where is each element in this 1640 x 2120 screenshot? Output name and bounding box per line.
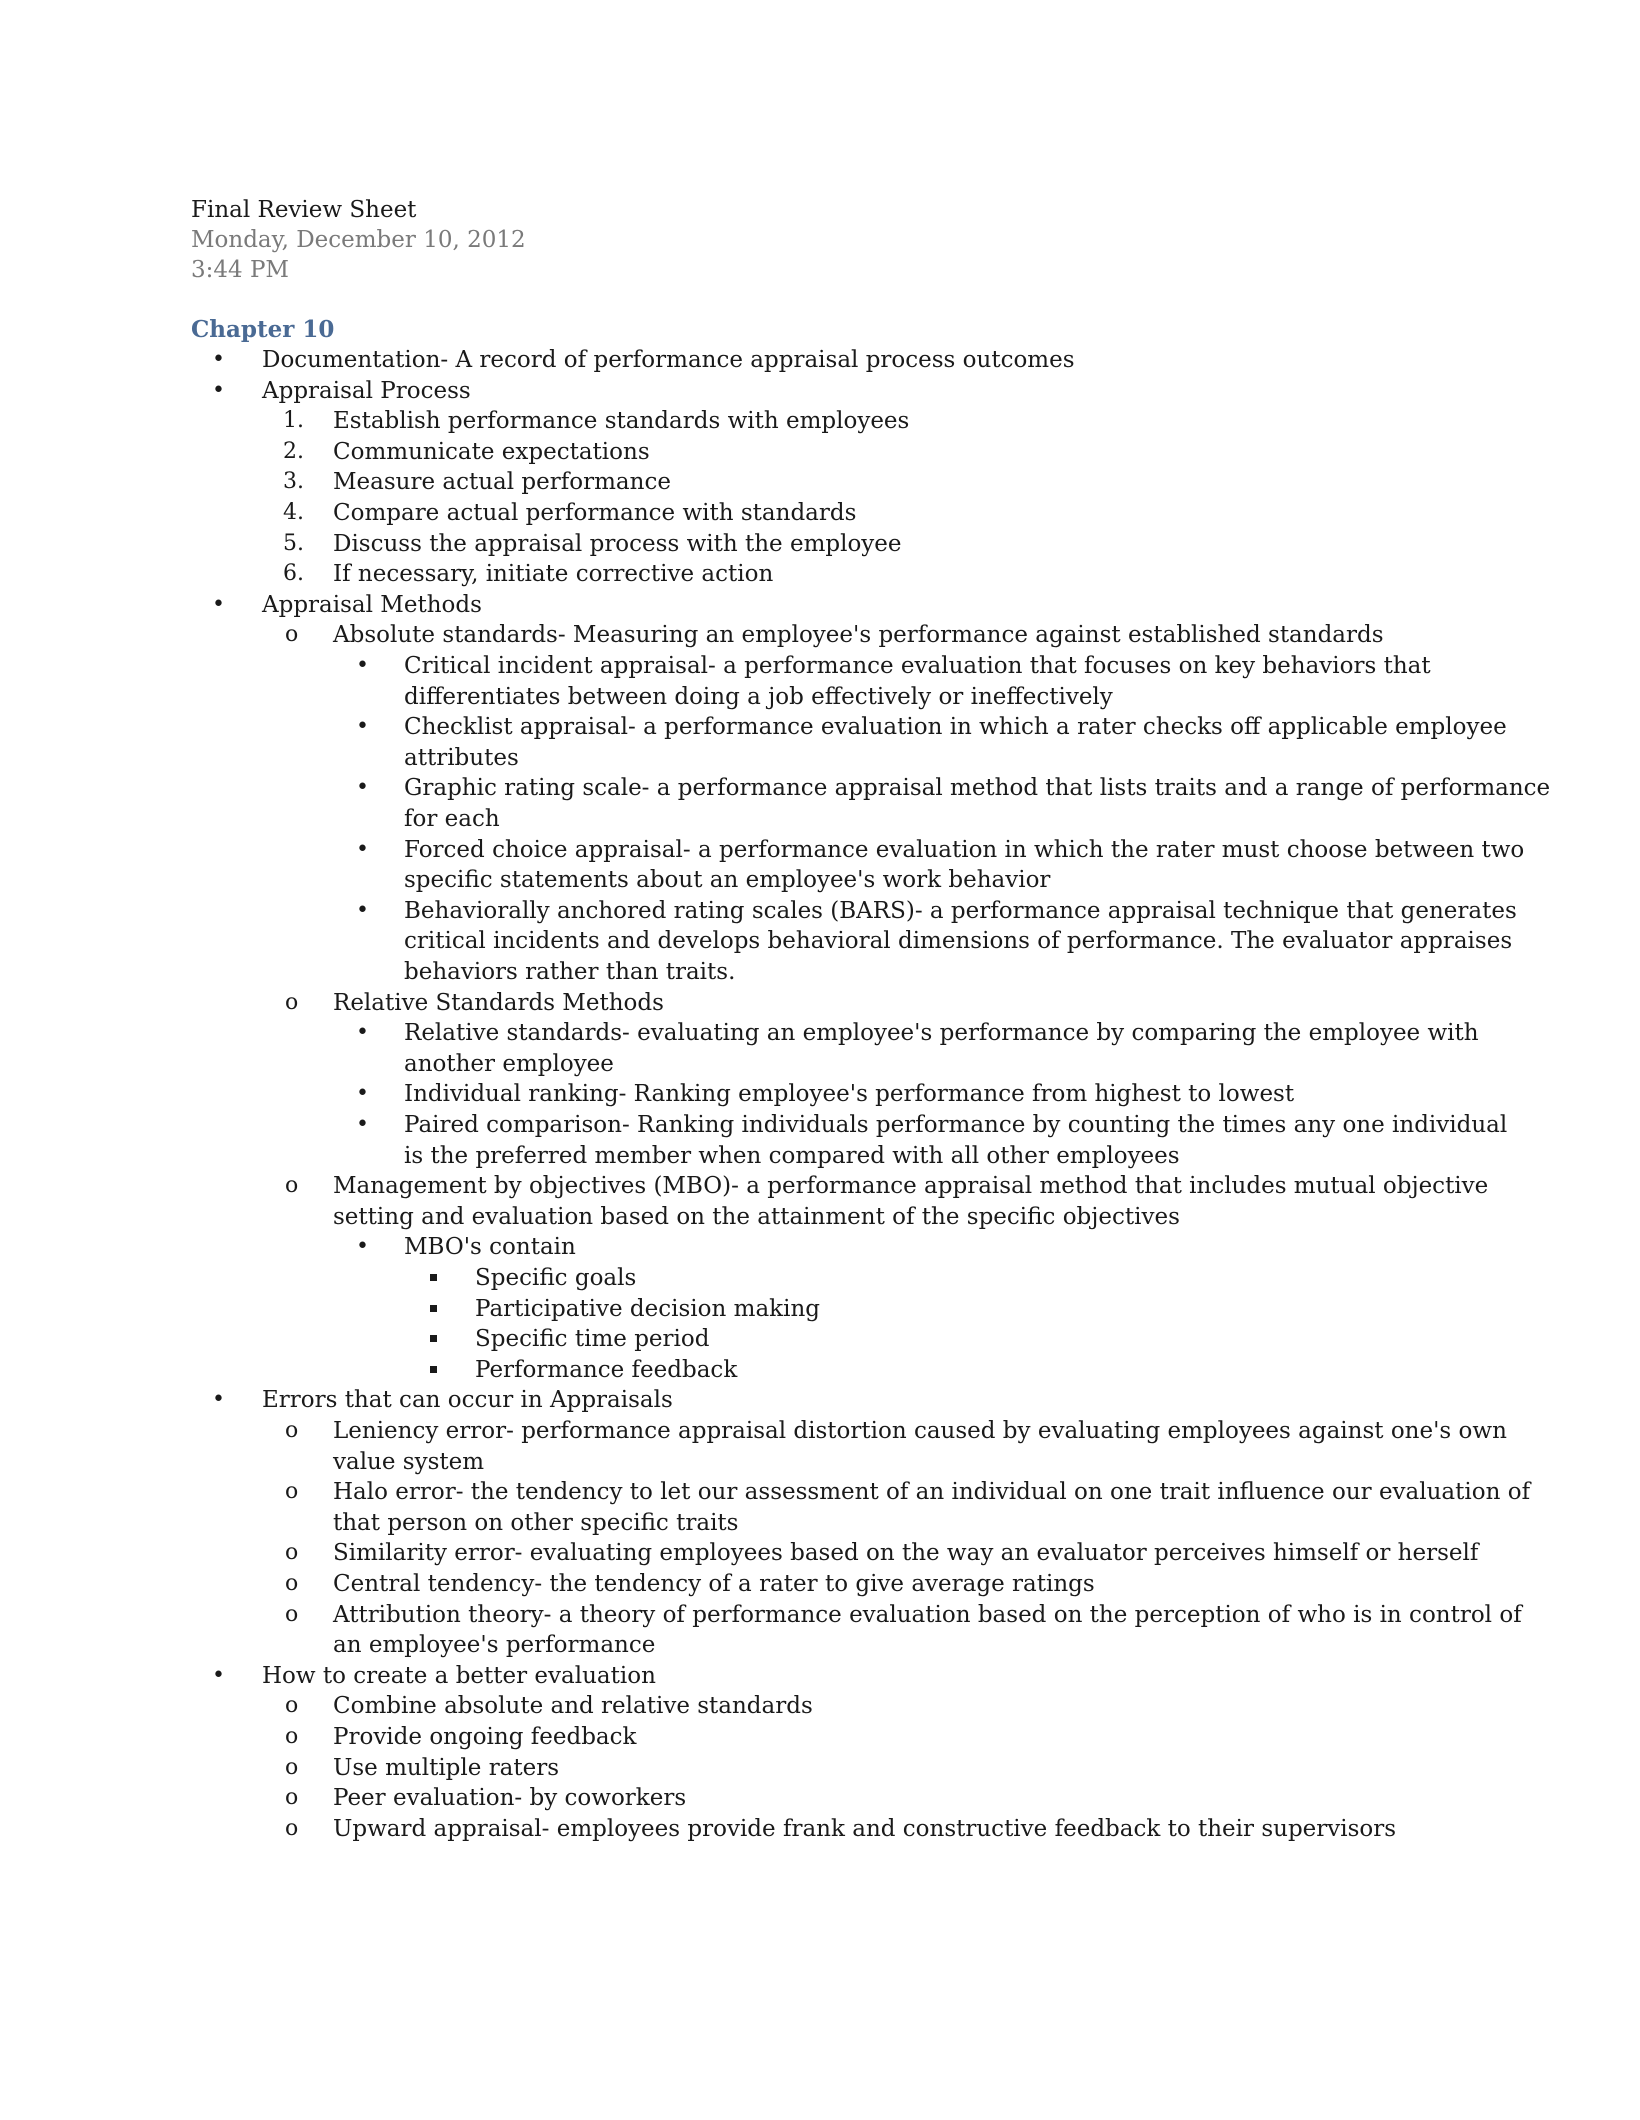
outline-line-text: Graphic rating scale- a performance appraisal method that lists traits and a range of performance (404, 775, 1551, 801)
outline-line-text: Peer evaluation- by coworkers (333, 1785, 687, 1811)
square-bullet-icon (430, 1366, 437, 1373)
outline-line-text: Forced choice appraisal- a performance evaluation in which the rater must choose between two (404, 837, 1525, 863)
bullet-icon: • (356, 775, 369, 800)
outline-line-text: Measure actual performance (333, 469, 671, 495)
list-number: 1. (283, 408, 304, 433)
bullet-icon: • (212, 592, 225, 617)
bullet-icon: • (356, 653, 369, 678)
circle-bullet-icon: o (285, 1724, 299, 1749)
outline-line-text: Establish performance standards with employees (333, 408, 910, 434)
outline-line-text: Performance feedback (475, 1357, 738, 1383)
outline-line-text: How to create a better evaluation (262, 1663, 656, 1689)
outline-line-text: Relative standards- evaluating an employee's performance by comparing the employee with (404, 1020, 1479, 1046)
outline-line-text: Halo error- the tendency to let our assessment of an individual on one trait influence our evaluation of (333, 1479, 1531, 1505)
outline-line-text: Discuss the appraisal process with the employee (333, 531, 902, 557)
circle-bullet-icon: o (285, 1479, 299, 1504)
outline-line-text: value system (333, 1449, 485, 1475)
outline-line-text: behaviors rather than traits. (404, 959, 736, 985)
outline-line-text: is the preferred member when compared with all other employees (404, 1143, 1180, 1169)
outline-line-text: Specific time period (475, 1326, 710, 1352)
outline-line-text: an employee's performance (333, 1632, 656, 1658)
outline-line-text: attributes (404, 745, 519, 771)
outline-line-text: Appraisal Methods (262, 592, 482, 618)
bullet-icon: • (356, 837, 369, 862)
bullet-icon: • (356, 714, 369, 739)
outline-line-text: for each (404, 806, 500, 832)
outline-line-text: Management by objectives (MBO)- a performance appraisal method that includes mutual objective (333, 1173, 1489, 1199)
circle-bullet-icon: o (285, 1602, 299, 1627)
list-number: 4. (283, 500, 304, 525)
list-number: 2. (283, 439, 304, 464)
circle-bullet-icon: o (285, 1418, 299, 1443)
outline-line-text: setting and evaluation based on the attainment of the specific objectives (333, 1204, 1180, 1230)
circle-bullet-icon: o (285, 1785, 299, 1810)
outline-line-text: Combine absolute and relative standards (333, 1693, 813, 1719)
circle-bullet-icon: o (285, 1816, 299, 1841)
section-heading: Chapter 10 (191, 316, 335, 343)
bullet-icon: • (212, 378, 225, 403)
circle-bullet-icon: o (285, 1571, 299, 1596)
list-number: 6. (283, 561, 304, 586)
bullet-icon: • (356, 1112, 369, 1137)
outline-line-text: Similarity error- evaluating employees based on the way an evaluator perceives himself or herself (333, 1540, 1479, 1566)
bullet-icon: • (356, 1081, 369, 1106)
outline-line-text: Behaviorally anchored rating scales (BARS)- a performance appraisal technique that generates (404, 898, 1517, 924)
circle-bullet-icon: o (285, 1693, 299, 1718)
outline-line-text: Individual ranking- Ranking employee's performance from highest to lowest (404, 1081, 1295, 1107)
page-time: 3:44 PM (191, 257, 289, 283)
square-bullet-icon (430, 1335, 437, 1342)
outline-line-text: critical incidents and develops behavioral dimensions of performance. The evaluator appraises (404, 928, 1513, 954)
outline-line-text: specific statements about an employee's work behavior (404, 867, 1051, 893)
list-number: 5. (283, 531, 304, 556)
page-date: Monday, December 10, 2012 (191, 227, 526, 253)
outline-line-text: Specific goals (475, 1265, 637, 1291)
outline-line-text: Use multiple raters (333, 1755, 560, 1781)
circle-bullet-icon: o (285, 1540, 299, 1565)
outline-line-text: that person on other specific traits (333, 1510, 739, 1536)
outline-line-text: Errors that can occur in Appraisals (262, 1387, 673, 1413)
outline-line-text: Paired comparison- Ranking individuals performance by counting the times any one individual (404, 1112, 1508, 1138)
outline-line-text: Compare actual performance with standards (333, 500, 857, 526)
page-title: Final Review Sheet (191, 197, 417, 223)
outline-line-text: Appraisal Process (262, 378, 471, 404)
bullet-icon: • (356, 1234, 369, 1259)
outline-line-text: Communicate expectations (333, 439, 650, 465)
outline-line-text: Absolute standards- Measuring an employee's performance against established standards (333, 622, 1384, 648)
bullet-icon: • (212, 347, 225, 372)
bullet-icon: • (212, 1387, 225, 1412)
outline-line-text: Checklist appraisal- a performance evaluation in which a rater checks off applicable employee (404, 714, 1507, 740)
outline-line-text: If necessary, initiate corrective action (333, 561, 774, 587)
outline-line-text: Critical incident appraisal- a performance evaluation that focuses on key behaviors that (404, 653, 1431, 679)
outline-line-text: Central tendency- the tendency of a rater to give average ratings (333, 1571, 1095, 1597)
bullet-icon: • (212, 1663, 225, 1688)
bullet-icon: • (356, 1020, 369, 1045)
circle-bullet-icon: o (285, 1173, 299, 1198)
outline-line-text: Upward appraisal- employees provide frank and constructive feedback to their supervisors (333, 1816, 1397, 1842)
outline-line-text: Relative Standards Methods (333, 990, 664, 1016)
outline-line-text: MBO's contain (404, 1234, 576, 1260)
outline-line-text: Participative decision making (475, 1296, 820, 1322)
outline-line-text: Leniency error- performance appraisal distortion caused by evaluating employees against one's own (333, 1418, 1507, 1444)
outline-line-text: differentiates between doing a job effectively or ineffectively (404, 684, 1113, 710)
circle-bullet-icon: o (285, 622, 299, 647)
circle-bullet-icon: o (285, 1755, 299, 1780)
outline-line-text: another employee (404, 1051, 614, 1077)
outline-line-text: Attribution theory- a theory of performance evaluation based on the perception of who is in control of (333, 1602, 1522, 1628)
circle-bullet-icon: o (285, 990, 299, 1015)
square-bullet-icon (430, 1274, 437, 1281)
bullet-icon: • (356, 898, 369, 923)
outline-line-text: Provide ongoing feedback (333, 1724, 637, 1750)
outline-line-text: Documentation- A record of performance appraisal process outcomes (262, 347, 1075, 373)
square-bullet-icon (430, 1305, 437, 1312)
list-number: 3. (283, 469, 304, 494)
